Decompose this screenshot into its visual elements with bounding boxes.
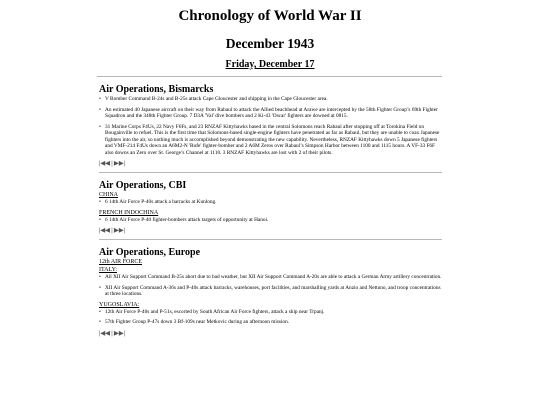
- page-title: Chronology of World War II: [178, 8, 362, 24]
- section-title-cbi: Air Operations, CBI: [99, 180, 187, 191]
- list-item: • All XII Air Support Command B-25s abort due to bad weather, but XII Air Support Command A-20s are able to attack a German Army artillery concentration.: [105, 274, 442, 281]
- subheading-italy[interactable]: ITALY:: [99, 267, 118, 273]
- bismarcks-list: [99, 96, 442, 156]
- list-item: • 6 14th Air Force P-40s attack a barracks at Kunlong.: [105, 199, 442, 206]
- content: [99, 84, 442, 338]
- china-list: [99, 199, 442, 206]
- list-item: • XII Air Support Command A-36s and P-40s attack barracks, warehouses, port facilities, and marshalling yards at Anzio and Nettuno, and troop concentrations at three locations.: [105, 285, 442, 298]
- month-heading: December 1943: [225, 36, 315, 51]
- subheading-china[interactable]: CHINA: [99, 192, 118, 198]
- list-item: • An estimated 40 Japanese aircraft on their way from Rabaul to attack the Allied beachhead at Arawe are intercepted by the 58th Fighter Group’s 69th Fighter Squadron and the 348th Fighter Group. 7 D3A 'Val' dive bombers and 2 Ki-43 'Oscar' fighters are downed at 0815.: [105, 107, 442, 120]
- list-item: • 31 Marine Corps F4Us, 22 Navy F6Fs, and 23 RNZAF Kittyhawks based in the central Solomons reach Rabaul after stopping off at Torokina Field on Bougainville to refuel. This is the first time that Solomons-based single-engine fighters have penetrated as far as Rabaul, but they are unable to coax Japanese fighters into the air, so nothing much is accomplished beyond demonstrating the new capability. Nevertheless, RNZAF Kittyhawks down 5 Japanese fighters and VMF-214 F4Us down an A6M2-N 'Rufe' fighter-bomber and 2 A6M Zeros over Rabaul’s Simpson Harbor between 1100 and 1115 hours. A VF-33 F6F also downs an Zero over St. George’s Channel at 1110. 3 RNZAF Kittyhawks are lost with 2 of their pilots.: [105, 124, 442, 157]
- list-item: • 57th Fighter Group P-47s down 3 Bf-109s near Metkovic during an afternoon mission.: [105, 319, 442, 326]
- italy-list: [99, 274, 442, 298]
- day-heading: Friday, December 17: [225, 59, 315, 70]
- subheading-12th-air-force[interactable]: 12th AIR FORCE: [99, 259, 143, 265]
- subheading-french-indochina[interactable]: FRENCH INDOCHINA: [99, 209, 159, 216]
- section-divider: [99, 239, 442, 240]
- indochina-list: [99, 217, 442, 224]
- section-title-bismarcks: Air Operations, Bismarcks: [99, 84, 214, 95]
- nav-arrows[interactable]: |◀◀ | ▶▶|: [99, 227, 125, 234]
- header-divider: [97, 76, 442, 77]
- list-item: • V Bomber Command B-24s and B-25s attack Cape Gloucester and shipping in the Cape Gloucester area.: [105, 96, 442, 103]
- section-title-europe: Air Operations, Europe: [99, 247, 201, 258]
- subheading-yugoslavia[interactable]: YUGOSLAVIA:: [99, 301, 140, 308]
- list-item: • 6 14th Air Force P-40 fighter-bombers attack targets of opportunity at Hanoi.: [105, 217, 442, 224]
- yugoslavia-list: [99, 309, 442, 326]
- list-item: • 12th Air Force P-40s and P-51s, escorted by South African Air Force fighters, attack a ship near Trpanj.: [105, 309, 442, 316]
- nav-arrows[interactable]: |◀◀ | ▶▶|: [99, 329, 125, 337]
- nav-arrows[interactable]: |◀◀ | ▶▶|: [99, 160, 125, 167]
- section-divider: [99, 172, 442, 173]
